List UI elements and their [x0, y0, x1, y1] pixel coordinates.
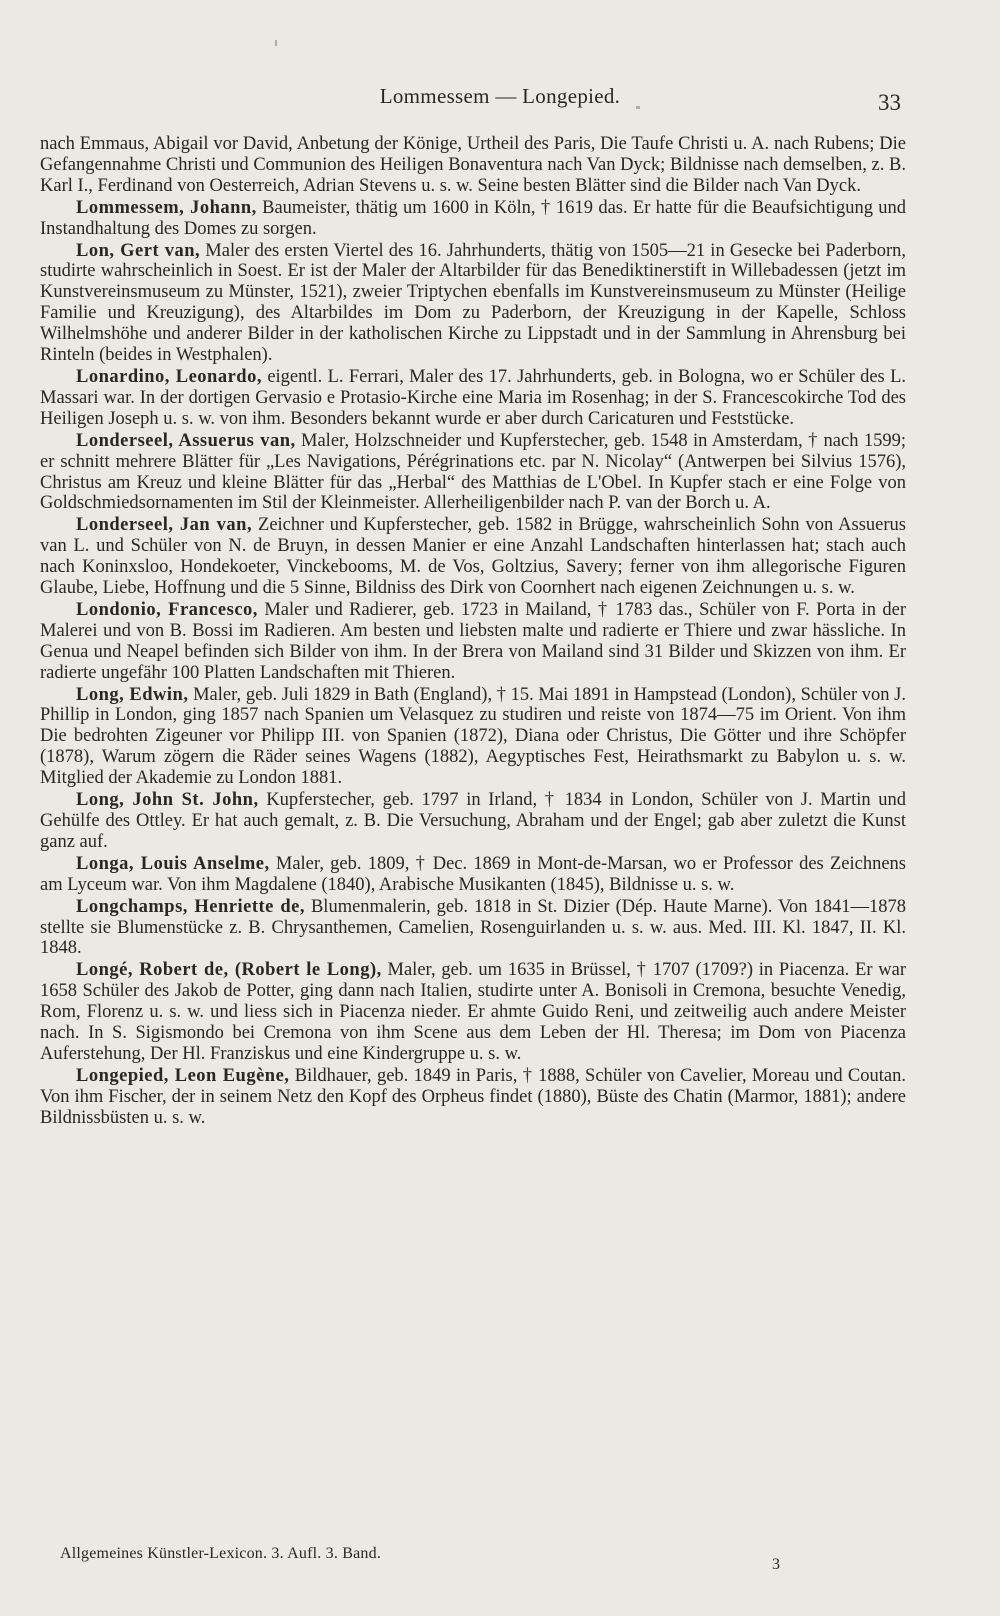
entry-text: Maler, geb. um 1635 in Brüssel, † 1707 (1709?) in Piacenza. Er war 1658 Schüler des Jakob de Potter, ging dann nach Italien, studirte unter A. Bonisoli in Cremona, besuchte Venedig, Rom, Florenz u. s. w. und liess sich in Piacenza nieder. Er ahmte Guido Reni, und zeitweilig auch andere Meister nach. In S. Sigismondo bei Cremona von ihm Scene aus dem Leben der Hl. Theresa; im Dom von Piacenza Auferstehung, Der Hl. Franziskus und eine Kindergruppe u. s. w. [40, 960, 906, 1064]
entry-headword: Lommessem, Johann, [76, 197, 257, 218]
running-head: Lommessem — Longepied. [379, 84, 621, 108]
entry-headword: Longepied, Leon Eugène, [76, 1065, 290, 1086]
entry-text: Blumenmalerin, geb. 1818 in St. Dizier (Dép. Haute Marne). Von 1841—1878 stellte sie Blumenstücke z. B. Chrysanthemen, Camelien, Rosenguirlanden u. s. w. aus. Med. III. Kl. 1847, II. Kl. 1848. [40, 896, 906, 959]
entry-headword: Longchamps, Henriette de, [76, 896, 305, 917]
page-number: 33 [878, 90, 901, 115]
entry-text: Maler und Radierer, geb. 1723 in Mailand, † 1783 das., Schüler von F. Porta in der Malerei und von B. Bossi im Radieren. Am besten und liebsten malte und radierte er Thiere und zwar hässliche. In Genua und Neapel befinden sich Bilder von ihm. In der Brera von Mailand sind 31 Bilder und Skizzen von ihm. Er radierte ungefähr 100 Platten Landschaften mit Thieren. [40, 599, 906, 683]
entry-text: Maler, geb. Juli 1829 in Bath (England), † 15. Mai 1891 in Hampstead (London), Schüler von J. Phillip in London, ging 1857 nach Spanien um Velasquez zu studiren und reiste von 1874—75 im Orient. Von ihm Die bedrohten Zigeuner vor Philipp III. von Spanien (1872), Diana oder Christus, Die Götter und ihre Schöpfer (1878), Warum zögern die Räder seines Wagens (1882), Aegyptisches Fest, Heirathsmarkt zu Babylon u. s. w. Mitglied der Akademie zu London 1881. [40, 684, 907, 789]
entry-text: Maler, geb. 1809, † Dec. 1869 in Mont-de-Marsan, wo er Professor des Zeichnens am Lyceum war. Von ihm Magdalene (1840), Arabische Musikanten (1845), Bildnisse u. s. w. [40, 853, 906, 895]
entry-continuation: nach Emmaus, Abigail vor David, Anbetung der Könige, Urtheil des Paris, Die Taufe Christi u. A. nach Rubens; Die Gefangennahme Christi und Communion des Heiligen Bonaventura nach Van Dyck; Bildnisse nach demselben, z. B. Karl I., Ferdinand von Oesterreich, Adrian Stevens u. s. w. Seine besten Blätter sind die Bilder nach Van Dyck. [40, 134, 906, 196]
entry-long-john [40, 790, 906, 853]
entry-longe-robert [40, 960, 906, 1065]
entry-text: Zeichner und Kupferstecher, geb. 1582 in Brügge, wahrscheinlich Sohn von Assuerus van L. und Schüler von N. de Bruyn, in dessen Manier er eine Anzahl Landschaften hinterlassen hat; stach auch nach Koninxsloo, Hondekoeter, Vinckebooms, M. de Vos, Goltzius, Savery; ferner von ihm allegorische Figuren Glaube, Liebe, Hoffnung und die 5 Sinne, Bildniss des Dirk von Coornhert nach eigenen Zeichnungen u. s. w. [40, 515, 906, 599]
entry-longchamps-henriette [40, 897, 906, 960]
lexicon-body [40, 134, 906, 1130]
entry-lonardino-leonardo [40, 367, 906, 430]
entry-text: Maler, Holzschneider und Kupferstecher, geb. 1548 in Amsterdam, † nach 1599; er schnitt mehrere Blätter für „Les Navigations, Pérégrinations etc. par N. Nicolay“ (Antwerpen bei Silvius 1576), Christus am Kreuz und kleine Blätter für das „Herbal“ des Matthias de L'Obel. In Kupfer stach er eine Folge von Goldschmiedsornamenten im Stil der Kleinmeister. Allerheiligenbilder nach P. van der Borch u. A. [40, 430, 906, 514]
entry-headword: Longé, Robert de, (Robert le Long), [76, 960, 382, 981]
entry-headword: Long, John St. John, [76, 790, 259, 811]
entry-headword: Londerseel, Jan van, [76, 515, 253, 536]
entry-headword: Long, Edwin, [76, 684, 189, 705]
signature-mark: 3 [772, 1556, 780, 1573]
entry-londerseel-assuerus [40, 431, 906, 515]
entry-longa-louis [40, 854, 906, 896]
entry-londonio-francesco [40, 600, 906, 684]
entry-headword: Londerseel, Assuerus van, [76, 430, 296, 451]
entry-text: Baumeister, thätig um 1600 in Köln, † 1619 das. Er hatte für die Beaufsichtigung und Instandhaltung des Domes zu sorgen. [40, 197, 906, 239]
entry-text: Kupferstecher, geb. 1797 in Irland, † 1834 in London, Schüler von J. Martin und Gehülfe des Ottley. Er hat auch gemalt, z. B. Die Versuchung, Abraham und der Engel; gab aber zuletzt die Kunst ganz auf. [40, 790, 907, 852]
entry-headword: Lonardino, Leonardo, [76, 366, 262, 387]
entry-text: Bildhauer, geb. 1849 in Paris, † 1888, Schüler von Cavelier, Moreau und Coutan. Von ihm Fischer, der in seinem Netz den Kopf des Orpheus findet (1880), Büste des Chatin (Marmor, 1881); andere Bildnissbüsten u. s. w. [40, 1065, 906, 1128]
entry-lon-gert [40, 241, 906, 366]
entry-londerseel-jan [40, 515, 906, 599]
entry-headword: Lon, Gert van, [76, 240, 201, 261]
entry-lommessem-johann [40, 198, 906, 240]
print-speck [275, 40, 277, 46]
footer-source: Allgemeines Künstler-Lexicon. 3. Aufl. 3. Band. [60, 1545, 382, 1562]
entry-headword: Longa, Louis Anselme, [76, 853, 270, 874]
entry-longepied-leon [40, 1066, 906, 1129]
entry-text: eigentl. L. Ferrari, Maler des 17. Jahrhunderts, geb. in Bologna, wo er Schüler des L. Massari war. In der dortigen Gervasio e Protasio-Kirche eine Maria im Rosenhag; in der S. Francescokirche Tod des Heiligen Joseph u. s. w. von ihm. Besonders bekannt wurde er aber durch Caricaturen und Feststücke. [40, 366, 906, 429]
entry-long-edwin [40, 685, 906, 790]
entry-text: Maler des ersten Viertel des 16. Jahrhunderts, thätig von 1505—21 in Gesecke bei Paderborn, studirte wahrscheinlich in Soest. Er ist der Maler der Altarbilder für das Benediktinerstift in Willebadessen (jetzt im Kunstvereinsmuseum zu Münster, 1521), zweier Triptychen ebenfalls im Kunstvereinsmuseum zu Münster (Heilige Familie und Kreuzigung), des Altarbildes im Dom zu Paderborn, der Kreuzigung in der Kapelle, Schloss Wilhelmshöhe und anderer Bilder in der katholischen Kirche zu Lippstadt und in der Sammlung in Ahrensburg bei Rinteln (beides in Westphalen). [40, 240, 906, 366]
entry-headword: Londonio, Francesco, [76, 599, 258, 620]
